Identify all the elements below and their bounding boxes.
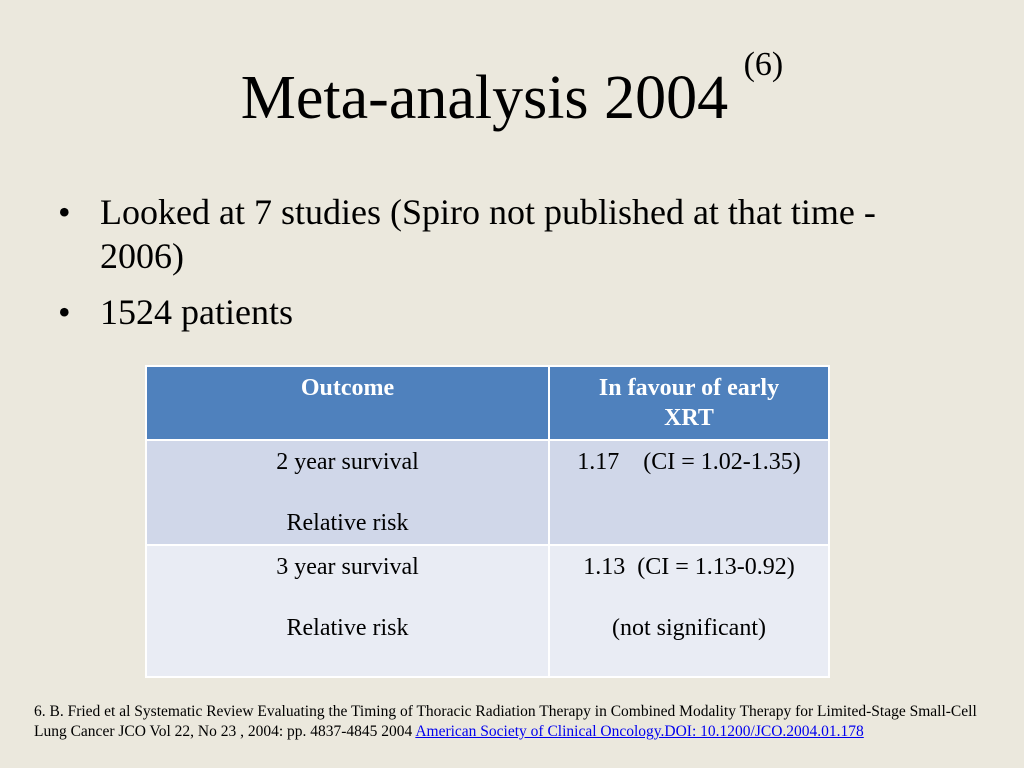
footnote-link[interactable]: American Society of Clinical Oncology.DOI: 10.1200/JCO.2004.01.178 — [415, 723, 864, 740]
header-outcome: Outcome — [146, 366, 549, 440]
results-table — [145, 365, 830, 678]
bullet-item — [58, 190, 938, 278]
outcome-label: 3 year survival — [276, 554, 419, 580]
footnote — [34, 702, 994, 742]
slide-title-text: Meta-analysis 2004 — [240, 64, 729, 132]
outcome-cell — [146, 440, 549, 545]
outcome-label: 2 year survival — [276, 449, 419, 475]
header-early-xrt-label: In favour of early XRT — [598, 375, 780, 431]
citation-superscript: (6) — [743, 46, 784, 83]
value-cell — [549, 440, 829, 545]
outcome-measure: Relative risk — [286, 510, 409, 536]
bullet-text: 1524 patients — [100, 292, 293, 332]
bullet-text: Looked at 7 studies (Spiro not published at that time - 2006) — [100, 192, 876, 276]
header-early-xrt — [549, 366, 829, 440]
value-note: (not significant) — [612, 615, 766, 641]
outcome-cell — [146, 545, 549, 677]
bullet-icon: • — [58, 292, 71, 332]
table-row — [146, 545, 829, 677]
table-header-row — [146, 366, 829, 440]
slide-title — [0, 46, 1024, 138]
table-row — [146, 440, 829, 545]
bullet-icon: • — [58, 192, 71, 232]
value-result: 1.17 (CI = 1.02-1.35) — [577, 449, 801, 475]
value-result: 1.13 (CI = 1.13-0.92) — [583, 554, 795, 580]
footnote-text: 6. B. Fried et al Systematic Review Evaluating the Timing of Thoracic Radiation Therapy in Combined Modality Therapy for Limited-Stage Small-Cell Lung Cancer JCO Vol 22, No 23 , 2004: pp. 4837-4845 2004 — [34, 703, 977, 740]
outcome-measure: Relative risk — [286, 615, 409, 641]
bullet-item — [58, 290, 938, 334]
value-cell — [549, 545, 829, 677]
bullet-list — [58, 190, 938, 346]
